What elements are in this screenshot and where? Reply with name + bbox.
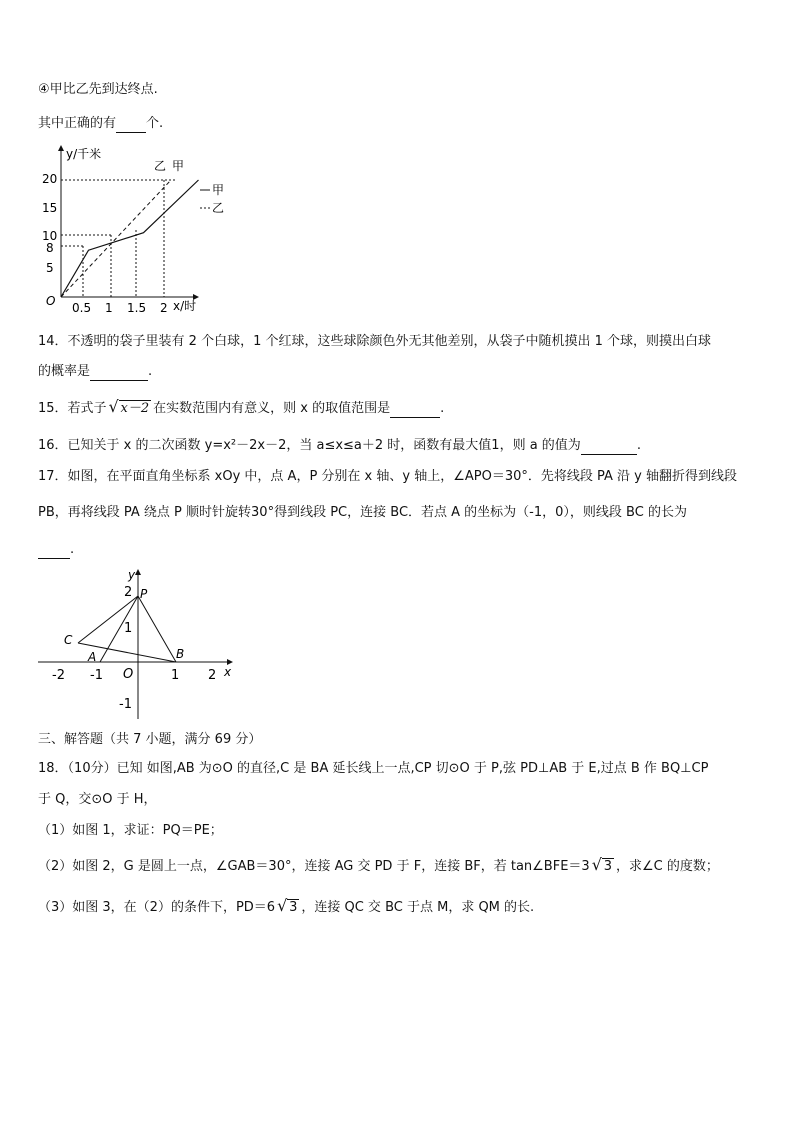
y-tick-label: 2: [124, 585, 133, 600]
origin-label: O: [123, 667, 134, 682]
x-tick-label: 1: [171, 668, 180, 683]
y-tick-label: 15: [42, 201, 58, 215]
point-label-b: B: [176, 647, 185, 661]
y-tick-label: 10: [42, 229, 58, 243]
q18-part1: （1）如图 1，求证：PQ＝PE；: [38, 823, 223, 838]
answer-blank: [116, 132, 146, 133]
x-tick-label: 0.5: [72, 301, 92, 315]
q18-part2: （2）如图 2，G 是圆上一点，∠GAB＝30°，连接 AG 交 PD 于 F，连接 BF，若 tan∠BFE＝3 √ 3 ，求∠C 的度数；: [38, 855, 719, 874]
legend-label-jia: 甲: [212, 183, 225, 197]
x-tick-label: 1: [105, 301, 113, 315]
y-tick-label: 8: [46, 241, 54, 255]
series-line-jia: [61, 180, 199, 297]
segment-pb: [138, 596, 176, 662]
q17-line2: PB，再将线段 PA 绕点 P 顺时针旋转30°得到线段 PC，连接 BC．若点 A 的坐标为（-1，0），则线段 BC 的长为: [38, 505, 687, 520]
distance-time-graph: [30, 140, 240, 320]
segment-pa: [100, 596, 138, 662]
guide-lines: [61, 180, 176, 297]
series-line-yi: [61, 180, 171, 297]
coordinate-figure: [34, 566, 244, 722]
series-end-label-yi: 乙: [154, 159, 167, 173]
q18-line2: 于 Q，交⊙O 于 H，: [38, 792, 157, 807]
section3-heading: 三、解答题（共 7 小题，满分 69 分）: [38, 732, 262, 747]
q13-prompt: 其中正确的有 个.: [38, 116, 164, 131]
q15: 15．若式子 √ x－2 在实数范围内有意义，则 x 的取值范围是 .: [38, 397, 445, 416]
q18-part3: （3）如图 3，在（2）的条件下，PD＝6 √ 3 ，连接 QC 交 BC 于点 M，求 QM 的长.: [38, 896, 535, 915]
answer-blank: [390, 417, 440, 418]
sqrt-expression: √ 3: [277, 896, 298, 915]
y-tick-label: 20: [42, 172, 58, 186]
x-tick-label: 2: [208, 668, 217, 683]
q18-line1: 18．（10分）已知 如图,AB 为⊙O 的直径,C 是 BA 延长线上一点,CP 切⊙O 于 P,弦 PD⊥AB 于 E,过点 B 作 BQ⊥CP: [38, 761, 709, 776]
point-label-c: C: [64, 633, 73, 647]
sqrt-expression: √ x－2: [108, 397, 150, 416]
x-tick-label: -1: [90, 668, 103, 683]
x-axis-label: x: [224, 665, 232, 679]
q16: 16．已知关于 x 的二次函数 y=x²－2x－2，当 a≤x≤a＋2 时，函数有最大值1，则 a 的值为 .: [38, 438, 641, 453]
y-tick-label: -1: [119, 697, 132, 712]
point-label-a: A: [88, 650, 97, 664]
answer-blank: [90, 380, 148, 381]
answer-blank: [38, 558, 70, 559]
q17-answer-line: .: [38, 541, 74, 559]
q17-line1: 17．如图，在平面直角坐标系 xOy 中，点 A，P 分别在 x 轴、y 轴上，∠APO＝30°．先将线段 PA 沿 y 轴翻折得到线段: [38, 469, 737, 484]
y-tick-label: 1: [124, 621, 133, 636]
x-tick-label: -2: [52, 668, 65, 683]
q14-line2: 的概率是 .: [38, 364, 153, 379]
q14-line1: 14．不透明的袋子里装有 2 个白球，1 个红球，这些球除颜色外无其他差别，从袋子中随机摸出 1 个球，则摸出白球: [38, 334, 712, 349]
point-label-p: P: [140, 587, 148, 601]
answer-blank: [581, 454, 637, 455]
y-axis-label: y: [128, 568, 136, 582]
y-tick-label: 5: [46, 261, 54, 275]
sqrt-expression: √ 3: [591, 855, 612, 874]
x-tick-label: 2: [160, 301, 168, 315]
legend-label-yi: 乙: [212, 201, 225, 215]
x-axis-label: x/时: [173, 299, 197, 313]
series-end-label-jia: 甲: [172, 159, 185, 173]
x-tick-label: 1.5: [127, 301, 147, 315]
y-axis-label: y/千米: [66, 147, 102, 161]
q13-option4: ④甲比乙先到达终点.: [38, 82, 158, 97]
origin-label: O: [46, 294, 56, 308]
